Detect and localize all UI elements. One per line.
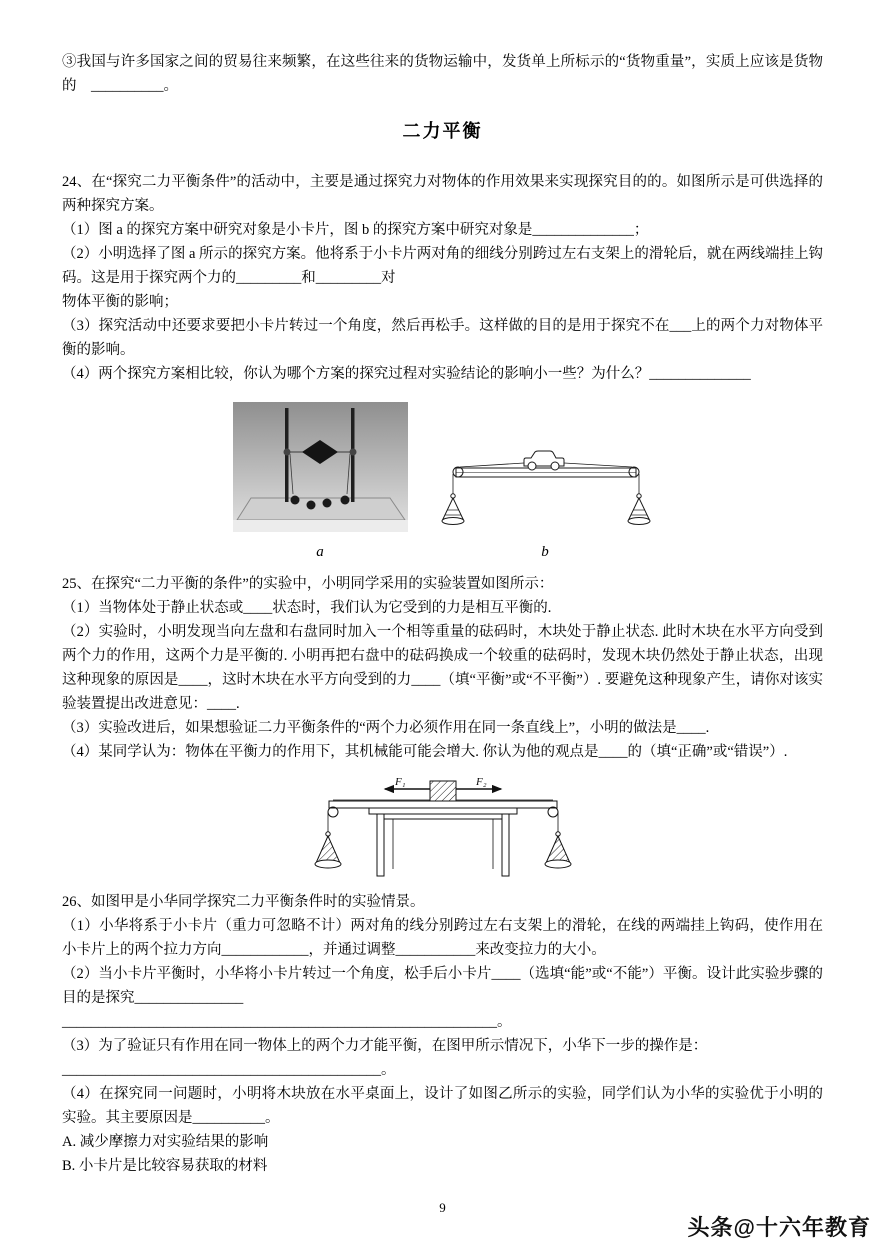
q26-part-2-answer-line: ____________________________________________________________。 [62, 1014, 512, 1030]
question-25 [62, 572, 823, 882]
watermark: 头条@十六年教育 [687, 1215, 871, 1240]
q26-part-1: （1）小华将系于小卡片（重力可忽略不计）两对角的线分别跨过左右支架上的滑轮，在线的两端挂上钩码，使作用在小卡片上的两个拉力方向____________，并通过调整___________来改变拉力的大小。 [62, 918, 823, 958]
hook-weight [306, 501, 315, 510]
left-weight-hanger [316, 836, 340, 863]
hook-weight [340, 496, 349, 505]
cart-track-drawing [438, 422, 653, 532]
q24-part-1: （1）图 a 的探究方案中研究对象是小卡片，图 b 的探究方案中研究对象是______________； [62, 222, 649, 238]
q26-part-3-answer-line: ____________________________________________。 [62, 1062, 396, 1078]
table-leg-left [377, 814, 384, 876]
q24-part-2-continued: 物体平衡的影响； [62, 294, 178, 310]
q24-figure [62, 402, 823, 562]
force-f2-label: F₂ [475, 776, 487, 788]
question-26 [62, 890, 823, 1178]
q25-part-3: （3）实验改进后，如果想验证二力平衡条件的“两个力必须作用在同一条直线上”，小明的做法是____. [62, 720, 710, 736]
q24-stem: 24、在“探究二力平衡条件”的活动中，主要是通过探究力对物体的作用效果来实现探究目的的。如图所示是可供选择的两种探究方案。 [62, 174, 823, 214]
board [329, 801, 557, 808]
preamble-text: ③我国与许多国家之间的贸易往来频繁，在这些往来的货物运输中，发货单上所标示的“货物重量”，实质上应该是货物的 __________。 [62, 54, 823, 94]
page-number: 9 [439, 1200, 446, 1215]
q26-part-2: （2）当小卡片平衡时，小华将小卡片转过一个角度，松手后小卡片____（选填“能”或“不能”）平衡。设计此实验步骤的目的是探究_______________ [62, 966, 823, 1006]
q26-option-a: A. 减少摩擦力对实验结果的影响 [62, 1134, 269, 1150]
q25-part-4: （4）某同学认为：物体在平衡力的作用下，其机械能可能会增大. 你认为他的观点是____的（填“正确”或“错误”）. [62, 744, 788, 760]
q25-stem: 25、在探究“二力平衡的条件”的实验中，小明同学采用的实验装置如图所示： [62, 576, 554, 592]
left-weight-hanger [443, 498, 463, 519]
right-pulley [349, 449, 356, 456]
wood-block [430, 781, 456, 801]
balance-apparatus-diagram [313, 774, 573, 882]
hook-weight [322, 499, 331, 508]
figure-a-panel [233, 402, 408, 562]
q25-part-1: （1）当物体处于静止状态或____状态时，我们认为它受到的力是相互平衡的. [62, 600, 552, 616]
q26-stem: 26、如图甲是小华同学探究二力平衡条件时的实验情景。 [62, 894, 425, 910]
hook-weight [290, 496, 299, 505]
left-pulley [283, 449, 290, 456]
section-title: 二力平衡 [402, 121, 483, 141]
figure-b-label: b [541, 544, 549, 560]
right-weight-hanger [546, 836, 570, 863]
card-pulley-photo [233, 402, 408, 532]
q24-part-3: （3）探究活动中还要求要把小卡片转过一个角度，然后再松手。这样做的目的是用于探究不在___上的两个力对物体平衡的影响。 [62, 318, 823, 358]
question-24 [62, 170, 823, 562]
right-weight-hanger [629, 498, 649, 519]
force-f1-label: F₁ [394, 776, 406, 788]
figure-b-panel [438, 422, 653, 562]
q25-part-2: （2）实验时，小明发现当向左盘和右盘同时加入一个相等重量的砝码时，木块处于静止状态. 此时木块在水平方向受到两个力的作用，这两个力是平衡的. 小明再把右盘中的砝码换成一个较重的砝码时，发现木块仍然处于静止状态，出现这种现象的原因是____，这时木块在水平方向受到的力____（填“平衡”或“不平衡”）. 要避免这种现象产生，请你对该实验装置提出改进意见：____. [62, 624, 823, 712]
q26-option-b: B. 小卡片是比较容易获取的材料 [62, 1158, 268, 1174]
table-top [369, 808, 517, 814]
q25-figure [62, 774, 823, 882]
figure-a-label: a [316, 544, 324, 560]
q26-part-4: （4）在探究同一问题时，小明将木块放在水平桌面上，设计了如图乙所示的实验，同学们认为小华的实验优于小明的实验。其主要原因是__________。 [62, 1086, 823, 1126]
table-leg-right [502, 814, 509, 876]
q26-part-3: （3）为了验证只有作用在同一物体上的两个力才能平衡，在图甲所示情况下，小华下一步的操作是： [62, 1038, 708, 1054]
q24-part-4: （4）两个探究方案相比较，你认为哪个方案的探究过程对实验结论的影响小一些？为什么？______________ [62, 366, 751, 382]
q24-part-2: （2）小明选择了图 a 所示的探究方案。他将系于小卡片两对角的细线分别跨过左右支架上的滑轮后，就在两线端挂上钩码。这是用于探究两个力的_________和_________对 [62, 246, 823, 286]
